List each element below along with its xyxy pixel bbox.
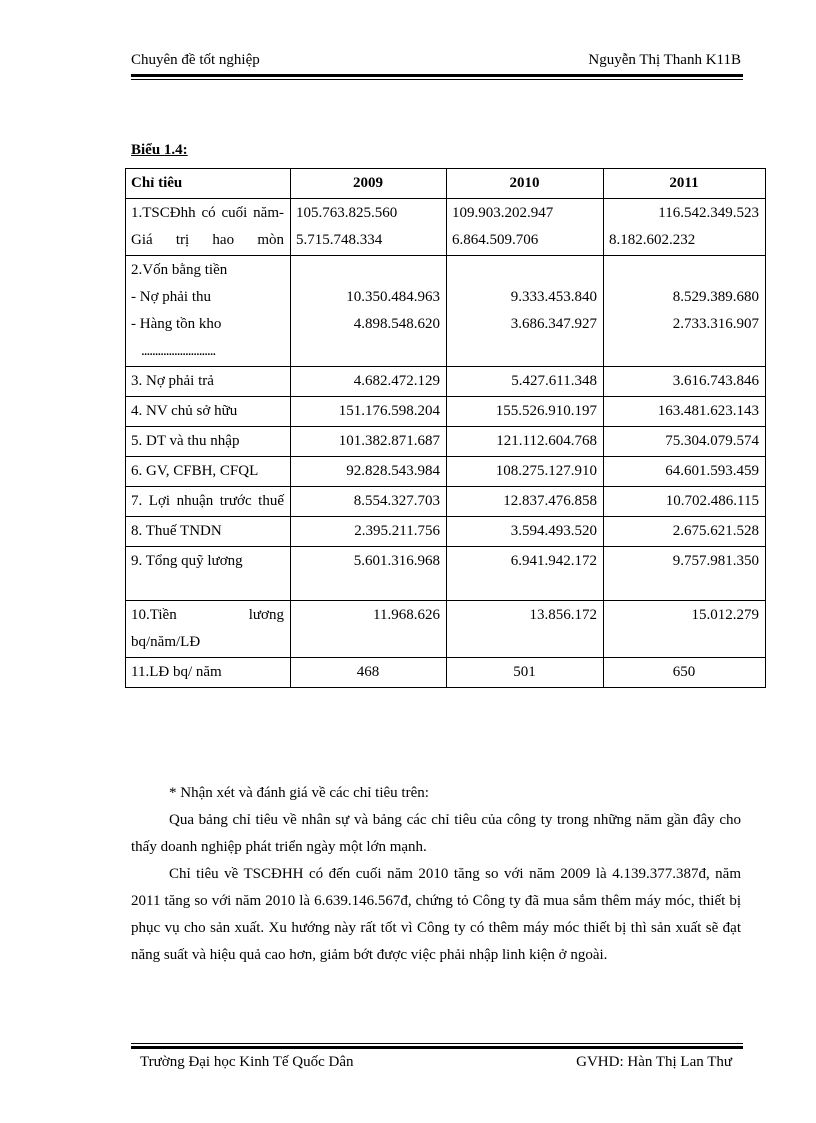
table-row <box>126 517 766 547</box>
cell-value: 8.529.389.680 <box>672 289 759 305</box>
table-row <box>126 427 766 457</box>
cell-2011: 650 <box>604 658 766 688</box>
footer-right: GVHD: Hàn Thị Lan Thư <box>576 1054 732 1070</box>
header-cell-2011: 2011 <box>604 169 766 199</box>
row-label-line: - Nợ phải thu <box>131 289 212 305</box>
row-label: 6. GV, CFBH, CFQL <box>126 457 291 487</box>
row-label: 8. Thuế TNDN <box>126 517 291 547</box>
cell-2011: 64.601.593.459 <box>604 457 766 487</box>
page-header <box>131 52 741 74</box>
cell-2011: 75.304.079.574 <box>604 427 766 457</box>
cell-2009: 11.968.626 <box>291 601 447 658</box>
cell-value: 116.542.349.523 <box>658 205 759 221</box>
cell-2009 <box>291 199 447 256</box>
row-label: 3. Nợ phải trả <box>126 367 291 397</box>
table-row <box>126 658 766 688</box>
cell-2011: 10.702.486.115 <box>604 487 766 517</box>
header-rule <box>131 74 743 80</box>
header-cell-indicator: Chỉ tiêu <box>126 169 291 199</box>
cell-value: 9.333.453.840 <box>510 289 597 305</box>
footer-rule <box>131 1043 743 1049</box>
row-label-line: - Hàng tồn kho <box>131 316 222 332</box>
header-cell-2010: 2010 <box>447 169 604 199</box>
cell-2011: 163.481.623.143 <box>604 397 766 427</box>
cell-2010: 12.837.476.858 <box>447 487 604 517</box>
row-label-line: 2.Vốn bằng tiền <box>131 262 228 278</box>
cell-2011 <box>604 256 766 367</box>
cell-2009: 101.382.871.687 <box>291 427 447 457</box>
table-row <box>126 457 766 487</box>
cell-2011: 9.757.981.350 <box>604 547 766 601</box>
cell-2011: 15.012.279 <box>604 601 766 658</box>
cell-value: 5.715.748.334 <box>296 232 383 248</box>
body-text <box>131 780 741 969</box>
row-label: 9. Tổng quỹ lương <box>126 547 291 601</box>
cell-2011: 3.616.743.846 <box>604 367 766 397</box>
header-right: Nguyễn Thị Thanh K11B <box>588 52 741 68</box>
cell-2011: 2.675.621.528 <box>604 517 766 547</box>
table-header-row <box>126 169 766 199</box>
table-row <box>126 256 766 367</box>
cell-2009: 5.601.316.968 <box>291 547 447 601</box>
row-label: 11.LĐ bq/ năm <box>126 658 291 688</box>
cell-2010: 155.526.910.197 <box>447 397 604 427</box>
cell-2010 <box>447 199 604 256</box>
cell-2010: 6.941.942.172 <box>447 547 604 601</box>
comment-heading: * Nhận xét và đánh giá về các chỉ tiêu trên: <box>169 785 429 801</box>
cell-2010: 5.427.611.348 <box>447 367 604 397</box>
cell-value: 2.733.316.907 <box>672 316 759 332</box>
cell-value: 3.686.347.927 <box>510 316 597 332</box>
table-row <box>126 487 766 517</box>
table-row <box>126 397 766 427</box>
cell-2010: 13.856.172 <box>447 601 604 658</box>
table-row <box>126 199 766 256</box>
cell-value: 109.903.202.947 <box>452 205 554 221</box>
table-row <box>126 367 766 397</box>
cell-2010 <box>447 256 604 367</box>
cell-2010: 121.112.604.768 <box>447 427 604 457</box>
row-label: 7. Lợi nhuận trước thuế <box>126 487 291 517</box>
cell-value: 6.864.509.706 <box>452 232 539 248</box>
cell-2009: 8.554.327.703 <box>291 487 447 517</box>
cell-2009: 468 <box>291 658 447 688</box>
cell-2011 <box>604 199 766 256</box>
indicator-table <box>125 168 766 688</box>
cell-2010: 3.594.493.520 <box>447 517 604 547</box>
cell-2009: 92.828.543.984 <box>291 457 447 487</box>
cell-value: 105.763.825.560 <box>296 205 398 221</box>
paragraph: Qua bảng chỉ tiêu về nhân sự và bảng các chỉ tiêu của công ty trong những năm gần đây cho thấy doanh nghiệp phát triển ngày một lớn mạnh. <box>131 812 741 855</box>
row-label-dots: ........................... <box>141 343 216 359</box>
table-row <box>126 601 766 658</box>
cell-2009: 4.682.472.129 <box>291 367 447 397</box>
cell-2009: 2.395.211.756 <box>291 517 447 547</box>
cell-2009 <box>291 256 447 367</box>
header-left: Chuyên đề tốt nghiệp <box>131 52 260 68</box>
row-label: 5. DT và thu nhập <box>126 427 291 457</box>
cell-2010: 108.275.127.910 <box>447 457 604 487</box>
cell-value: 8.182.602.232 <box>609 232 696 248</box>
row-label <box>126 256 291 367</box>
row-label: 4. NV chủ sở hữu <box>126 397 291 427</box>
row-label: 10.Tiền lương bq/năm/LĐ <box>126 601 291 658</box>
footer-left: Trường Đại học Kinh Tế Quốc Dân <box>140 1054 354 1070</box>
paragraph: Chỉ tiêu về TSCĐHH có đến cuối năm 2010 tăng so với năm 2009 là 4.139.377.387đ, năm 2011 tăng so với năm 2010 là 6.639.146.567đ, chứng tỏ Công ty đã mua sắm thêm máy móc, thiết bị phục vụ cho sản xuất. Xu hướng này rất tốt vì Công ty có thêm máy móc thiết bị thì sản xuất sẽ đạt năng suất và hiệu quả cao hơn, giảm bớt được việc phải nhập linh kiện ở ngoài. <box>131 866 741 963</box>
cell-value: 4.898.548.620 <box>353 316 440 332</box>
row-label: 1.TSCĐhh có cuối năm- Giá trị hao mòn <box>126 199 291 256</box>
table-row <box>126 547 766 601</box>
cell-2010: 501 <box>447 658 604 688</box>
table-caption: Biểu 1.4: <box>131 142 188 158</box>
cell-2009: 151.176.598.204 <box>291 397 447 427</box>
header-cell-2009: 2009 <box>291 169 447 199</box>
cell-value: 10.350.484.963 <box>346 289 440 305</box>
